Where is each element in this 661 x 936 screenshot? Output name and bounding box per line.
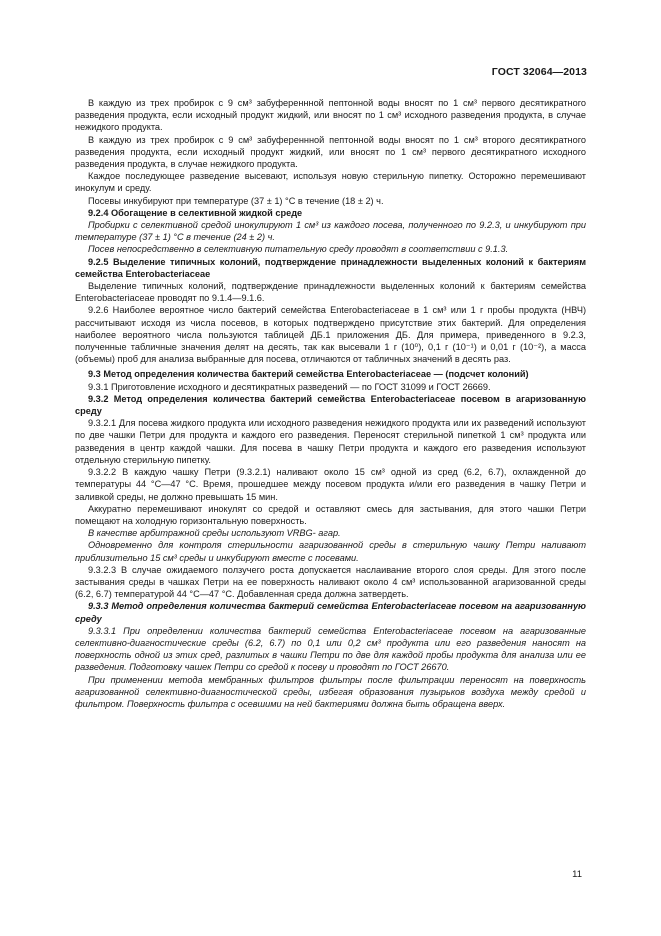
paragraph: 9.3.2.2 В каждую чашку Петри (9.3.2.1) наливают около 15 см³ одной из сред (6.2, 6.7), охлажденной до температуры 44 °С—47 °С. Время, прошедшее между посевом продукта и/или его разведения в чашку Петри и заливкой среды, не должно превышать 15 мин. [75, 467, 586, 502]
document-body [75, 97, 586, 710]
paragraph: Каждое последующее разведение высевают, используя новую стерильную пипетку. Осторожно перемешивают инокулум и среду. [75, 171, 586, 194]
paragraph: 9.3.1 Приготовление исходного и десятикратных разведений — по ГОСТ 31099 и ГОСТ 26669. [88, 381, 491, 392]
paragraph: Выделение типичных колоний, подтверждение принадлежности выделенных колоний к бактериям семейства Enterobacteriaceae проводят по 9.1.4—9.1.6. [75, 281, 586, 304]
paragraph: Посев непосредственно в селективную питательную среду проводят в соответствии с 9.1.3. [88, 244, 509, 255]
paragraph: В каждую из трех пробирок с 9 см³ забуференнной пептонной воды вносят по 1 см³ первого десятикратного разведения продукта, если исходный продукт жидкий, или вносят по 1 см³ исходного разведения продукта, в случае нежидкого продукта. [75, 98, 586, 133]
paragraph: 9.3.2.1 Для посева жидкого продукта или исходного разведения нежидкого продукта или их разведений используют по две чашки Петри для продукта и каждого его разведения. Переносят стерильной пипеткой 1 см³ продукта или разведения в центр каждой чашки. Для посева в чашку Петри продукта и каждого его разведения используют отдельную стерильную пипетку. [75, 418, 586, 465]
section-heading: 9.3.3 Метод определения количества бактерий семейства Enterobacteriaceae посевом на агаризованную среду [75, 601, 586, 624]
paragraph: При применении метода мембранных фильтров фильтры после фильтрации переносят на поверхность агаризованной селективно-диагностической среды, избегая образования пузырьков воздуха между средой и фильтром. Поверхность фильтра с осевшими на ней бактериями должна быть обращена вверх. [75, 674, 586, 709]
paragraph: Пробирки с селективной средой инокулируют 1 см³ из каждого посева, полученного по 9.2.3, и инкубируют при температуре (37 ± 1) °С в течение (24 ± 2) ч. [75, 220, 586, 243]
paragraph: 9.3.2.3 В случае ожидаемого ползучего роста допускается наслаивание второго слоя среды. Для этого после застывания среды в чашках Петри на ее поверхность наливают около 4 см³ использованной агаризованной среды (6.2, 6.7) температурой 44 °С—47 °С. Добавленная среда должна затвердеть. [75, 564, 586, 600]
section-heading: 9.2.4 Обогащение в селективной жидкой среде [88, 207, 303, 218]
paragraph: 9.3.3.1 При определении количества бактерий семейства Enterobacteriaceae посевом на агаризованные селективно-диагностические среды (6.2, 6.7) по 0,1 или 0,2 см³ продукта или его разведения наносят на поверхность одной из этих сред, разлитых в чашки Петри по две для каждой пробы продукта для анализа или ее разведения. Подготовку чашек Петри со средой к посеву и проводят по ГОСТ 26670. [75, 625, 586, 673]
paragraph: 9.2.6 Наиболее вероятное число бактерий семейства Enterobacteriaceae в 1 см³ или 1 г пробы продукта (НВЧ) рассчитывают исходя из числа посевов, в которых подтверждено присутствие этих бактерий. Для определения наиболее вероятного числа пользуются таблицей ДБ.1 приложения ДБ. Для примера, приведенного в 9.2.3, полученные табличные значения делят на десять, так как высевали 1 г (10⁰), 0,1 г (10⁻¹) и 0,01 г (10⁻²), а масса (объемы) проб для анализа выбранные для посева, отличаются от табличных значений в десять раз. [75, 305, 586, 365]
page-number: 11 [572, 869, 582, 880]
paragraph: В качестве арбитражной среды используют VRBG- агар. [88, 528, 341, 539]
section-heading: 9.3.2 Метод определения количества бактерий семейства Enterobacteriaceae посевом в агаризованную среду [75, 393, 586, 417]
standard-header: ГОСТ 32064—2013 [491, 66, 587, 78]
paragraph: Одновременно для контроля стерильности агаризованной среды в стерильную чашку Петри наливают приблизительно 15 см³ среды и инкубируют вместе с посевами. [75, 540, 586, 563]
section-heading: 9.3 Метод определения количества бактерий семейства Enterobacteriaceae — (подсчет колоний) [88, 369, 529, 380]
paragraph: Посевы инкубируют при температуре (37 ± 1) °С в течение (18 ± 2) ч. [88, 195, 384, 206]
section-heading: 9.2.5 Выделение типичных колоний, подтверждение принадлежности выделенных колоний к бактериям семейства Enterobacteriaceae [75, 256, 586, 279]
paragraph: В каждую из трех пробирок с 9 см³ забуференнной пептонной воды вносят по 1 см³ второго десятикратного разведения продукта, если исходный продукт жидкий, или вносят по 1 см³ первого десятикратного исходного разведения продукта, в случае нежидкого продукта. [75, 134, 586, 170]
paragraph: Аккуратно перемешивают инокулят со средой и оставляют смесь для застывания, для этого чашки Петри помещают на холодную горизонтальную поверхность. [75, 503, 586, 526]
